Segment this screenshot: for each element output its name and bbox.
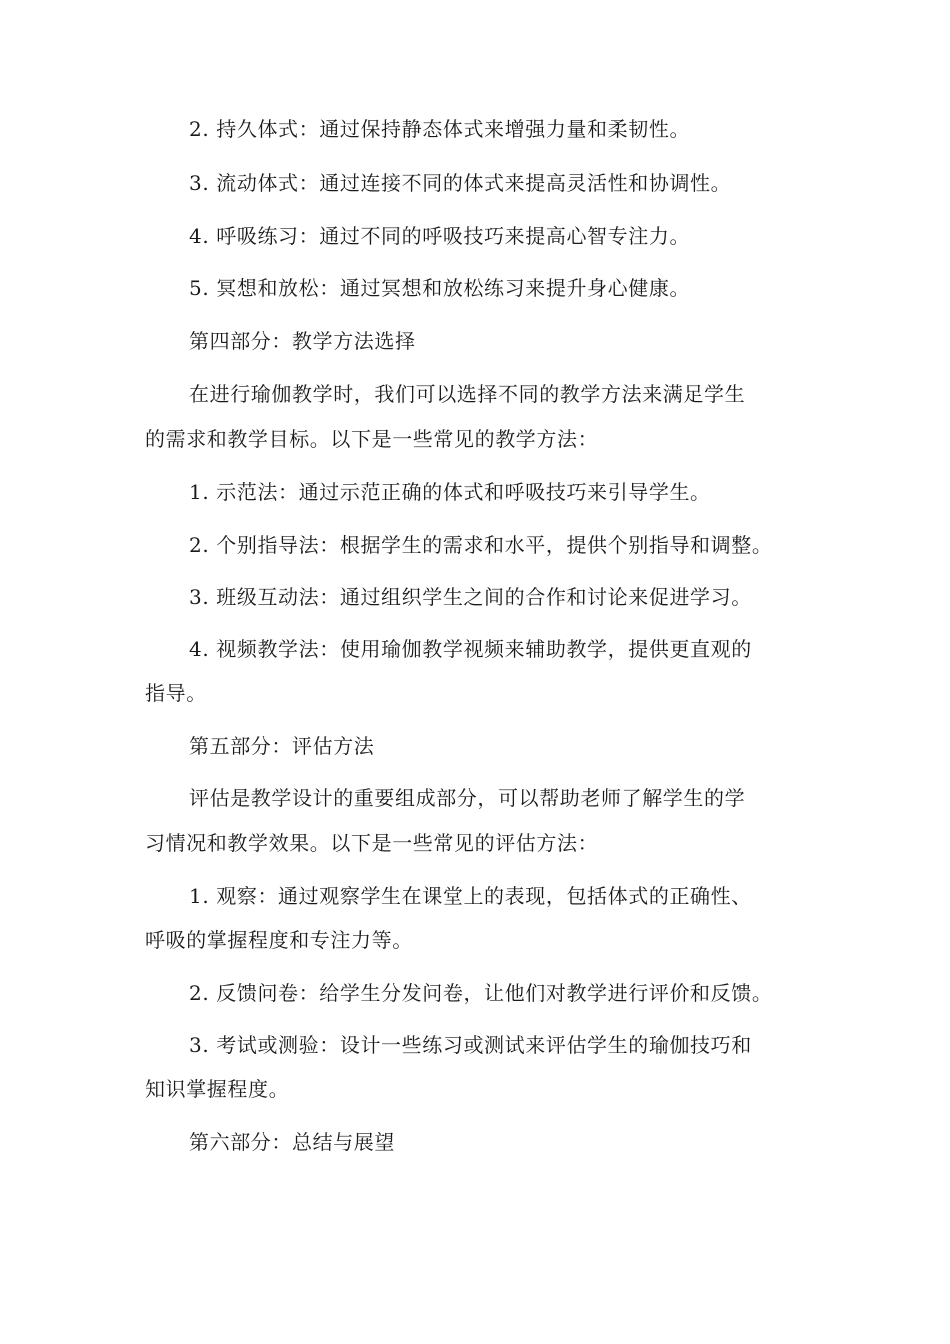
list-item-demonstration: 1. 示范法：通过示范正确的体式和呼吸技巧来引导学生。 [189, 480, 711, 504]
list-item-observation-line1: 1. 观察：通过观察学生在课堂上的表现，包括体式的正确性、 [189, 884, 752, 908]
list-item-persistent-poses: 2. 持久体式：通过保持静态体式来增强力量和柔韧性。 [189, 117, 691, 141]
list-item-video-teaching-line2: 指导。 [145, 681, 207, 705]
paragraph-assessment-line2: 习情况和教学效果。以下是一些常见的评估方法： [145, 831, 599, 855]
paragraph-assessment-line1: 评估是教学设计的重要组成部分，可以帮助老师了解学生的学 [189, 786, 746, 810]
list-item-exam-line2: 知识掌握程度。 [145, 1077, 290, 1101]
list-item-flowing-poses: 3. 流动体式：通过连接不同的体式来提高灵活性和协调性。 [189, 171, 732, 195]
list-item-individual-guidance: 2. 个别指导法：根据学生的需求和水平，提供个别指导和调整。 [189, 533, 773, 557]
list-item-observation-line2: 呼吸的掌握程度和专注力等。 [145, 928, 413, 952]
list-item-video-teaching-line1: 4. 视频教学法：使用瑜伽教学视频来辅助教学，提供更直观的 [189, 637, 752, 661]
section-heading-part-five: 第五部分：评估方法 [189, 734, 375, 758]
paragraph-teaching-methods-line1: 在进行瑜伽教学时，我们可以选择不同的教学方法来满足学生 [189, 382, 746, 406]
paragraph-teaching-methods-line2: 的需求和教学目标。以下是一些常见的教学方法： [145, 427, 599, 451]
list-item-exam-line1: 3. 考试或测验：设计一些练习或测试来评估学生的瑜伽技巧和 [189, 1033, 752, 1057]
list-item-breathing-practice: 4. 呼吸练习：通过不同的呼吸技巧来提高心智专注力。 [189, 224, 691, 248]
list-item-feedback-survey: 2. 反馈问卷：给学生分发问卷，让他们对教学进行评价和反馈。 [189, 981, 773, 1005]
list-item-class-interaction: 3. 班级互动法：通过组织学生之间的合作和讨论来促进学习。 [189, 585, 752, 609]
section-heading-part-six: 第六部分：总结与展望 [189, 1130, 395, 1154]
list-item-meditation-relaxation: 5. 冥想和放松：通过冥想和放松练习来提升身心健康。 [189, 276, 691, 300]
section-heading-part-four: 第四部分：教学方法选择 [189, 329, 416, 353]
